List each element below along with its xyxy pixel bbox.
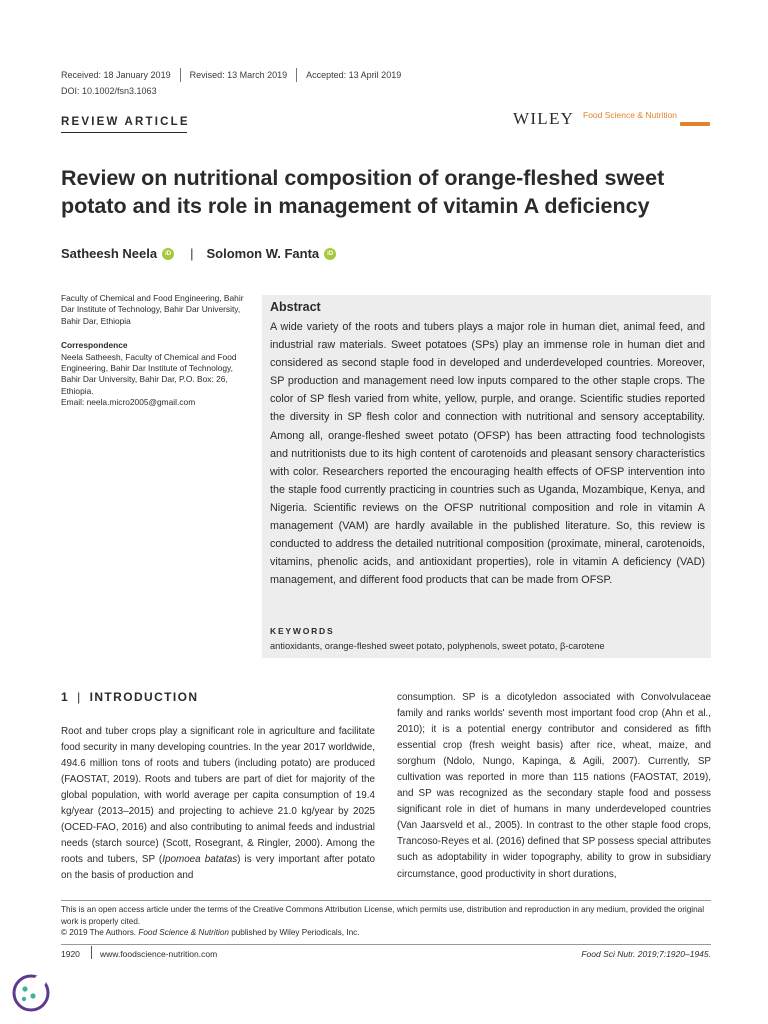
section-heading: [61, 690, 198, 704]
correspondence-address: Neela Satheesh, Faculty of Chemical and Food Engineering, Bahir Dar Institute of Technology, Bahir Dar University, Bahir Dar, P.O. Box: 26, Ethiopia.: [61, 351, 237, 396]
copyright-journal: Food Science & Nutrition: [138, 928, 229, 937]
license-footnote: [61, 904, 711, 939]
page-footer-divider: [61, 944, 711, 945]
section-title: INTRODUCTION: [89, 690, 199, 704]
received-date: Received: 18 January 2019: [61, 70, 171, 80]
author-separator: |: [190, 246, 194, 261]
author-name[interactable]: Satheesh Neela: [61, 246, 158, 261]
keywords-list: antioxidants, orange-fleshed sweet potato, polyphenols, sweet potato, β-carotene: [270, 641, 605, 651]
journal-website[interactable]: www.foodscience-nutrition.com: [100, 949, 218, 959]
affiliation: Faculty of Chemical and Food Engineering, Bahir Dar Institute of Technology, Bahir Dar University, Bahir Dar, Ethiopia: [61, 293, 244, 326]
orcid-icon[interactable]: iD: [324, 248, 336, 260]
species-name: Ipomoea batatas: [162, 854, 238, 866]
footnote-divider: [61, 900, 711, 901]
citation-journal: Food Sci Nutr.: [581, 949, 636, 959]
article-title: Review on nutritional composition of orange-fleshed sweet potato and its role in management of vitamin A deficiency: [61, 166, 665, 218]
intro-text: Root and tuber crops play a significant role in agriculture and facilitate food security in many developing countries. In the year 2017 worldwide, 494.6 million tons of roots and tubers (including potato) are produced (FAOSTAT, 2019). Roots and tubers are part of diet for majority of the global population, with world average per capita consumption of 19.4 kg/year (2013–2015) and projecting to achieve 21.0 kg/year by 2025 (OCED-FAO, 2016) and also contributing to animal feeds and industrial needs (starch source) (Scott, Rosegrant, & Ringler, 2000). Among the roots and tubers, SP (: [61, 726, 375, 866]
copyright-line: [61, 927, 711, 939]
author-name[interactable]: Solomon W. Fanta: [206, 246, 320, 261]
keywords-heading: KEYWORDS: [270, 626, 335, 636]
doi[interactable]: DOI: 10.1002/fsn3.1063: [61, 86, 157, 96]
article-type: REVIEW ARTICLE: [61, 116, 190, 128]
intro-paragraph-right: consumption. SP is a dicotyledon associated with Convolvulaceae family and ranks worlds' seventh most important food crop (Ahn et al., 2010); it is a potential energy contributor and considered as fifth essential crop (fresh weight basis) after rice, wheat, maize, and sorghum (Ndolo, Nungo, Kapinga, & Agili, 2007). Currently, SP cultivation was reported in more than 115 nations (FAOSTAT, 2019), and SP was recognized as the secondary staple food and possess significant role in diet of humans in many underdeveloped countries (Van Jaarsveld et al., 2005). In contrast to the other staple food crops, Trancoso-Reyes et al. (2016) defined that SP possess special attributes such as adoptability in wider topography, ability to grow in subsidiary circumstance, good productivity in short durations,: [397, 692, 711, 880]
affiliation-block: [61, 293, 251, 409]
copyright-prefix: © 2019 The Authors.: [61, 928, 137, 937]
correspondence-heading: Correspondence: [61, 340, 128, 351]
citation: [581, 949, 711, 959]
abstract-heading: Abstract: [270, 300, 321, 314]
revised-date: Revised: 13 March 2019: [189, 70, 288, 80]
publication-dates: [61, 68, 401, 82]
section-separator: |: [77, 690, 82, 704]
footer-separator: [91, 946, 92, 959]
accepted-date: Accepted: 13 April 2019: [306, 70, 402, 80]
section-number: 1: [61, 690, 70, 704]
author-list: [61, 246, 336, 261]
copyright-suffix: published by Wiley Periodicals, Inc.: [231, 928, 360, 937]
cookie-settings-icon[interactable]: [10, 972, 52, 1014]
publisher-logo: WILEY: [513, 109, 575, 128]
page-number: 1920: [61, 949, 80, 959]
license-text: This is an open access article under the terms of the Creative Commons Attribution License, which permits use, distribution and reproduction in any medium, provided the original work is properly cited.: [61, 905, 705, 926]
citation-details: 2019;7:1920–1945.: [637, 949, 711, 959]
open-access-badge: [680, 122, 710, 126]
divider: [296, 68, 297, 82]
abstract-text: A wide variety of the roots and tubers plays a major role in human diet, animal feed, and industrial raw materials. Sweet potatoes (SPs) play an immense role in human diet and considered as second staple food in developed and underdeveloped countries. Moreover, SP production and management need low inputs compared to the other staple crops. The color of SP flesh varied from white, yellow, purple, and orange. Scientific studies reported the diversity in SP flesh color and connection with nutritional and sensory acceptability. Among all, orange-fleshed sweet potato (OFSP) has been attracting food technologists and nutritionists due to its high content of carotenoids and pleasant sensory characteristics with color. Researchers reported the encouraging health effects of OFSP intervention into the staple food currently practicing in countries such as Uganda, Mozambique, Kenya, and Nigeria. Scientific reviews on the OFSP nutritional composition and role in vitamin A management (VAM) are hardly available in the published literature. So, this review is conducted to address the detailed nutritional composition (proximate, mineral, carotenoids, vitamins, phenolic acids, and antioxidant properties), role in vitamin A deficiency (VAD) management, and different food products that can be made from OFSP.: [270, 321, 705, 587]
intro-text: ) is very important after potato on the basis of production and: [61, 854, 375, 882]
intro-paragraph-left: [61, 724, 375, 884]
correspondence-email[interactable]: Email: neela.micro2005@gmail.com: [61, 397, 196, 408]
article-type-underline: [61, 132, 187, 133]
journal-name: Food Science & Nutrition: [583, 110, 678, 120]
divider: [180, 68, 181, 82]
orcid-icon[interactable]: iD: [162, 248, 174, 260]
